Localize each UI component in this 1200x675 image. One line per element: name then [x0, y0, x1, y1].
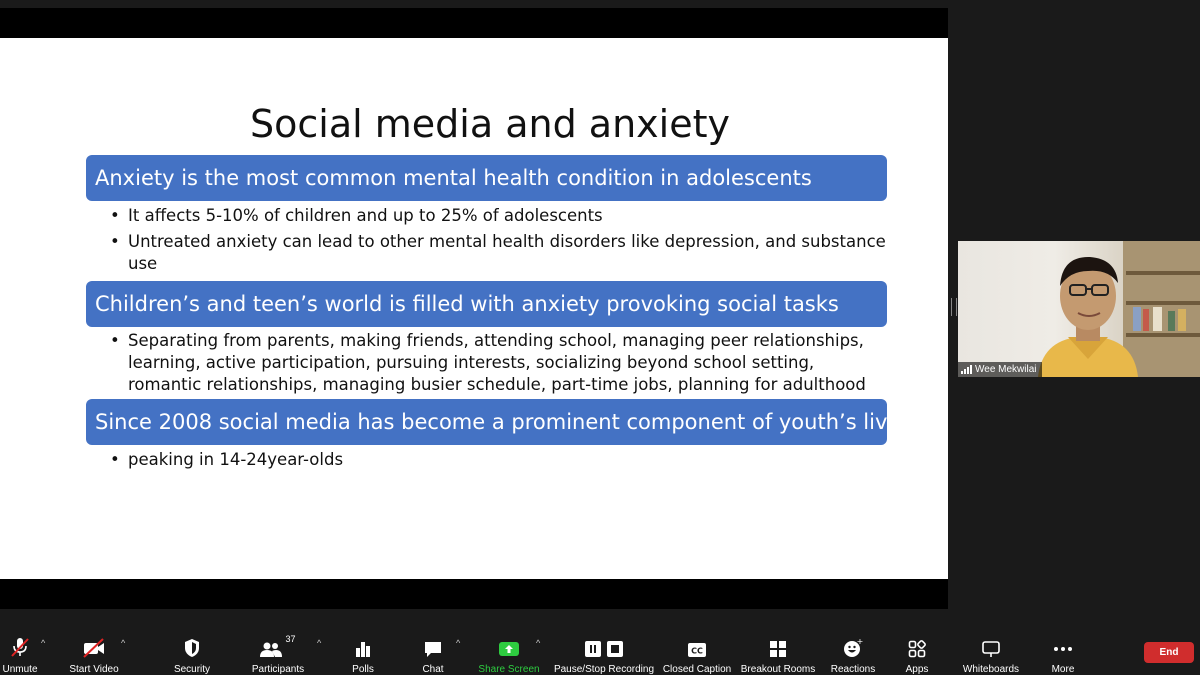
section-heading-3: Since 2008 social media has become a prominent component of youth’s lives [86, 399, 887, 445]
polls-button[interactable]: Polls [345, 623, 381, 675]
closed-caption-button[interactable]: CC Closed Caption [664, 623, 730, 675]
whiteboards-button[interactable]: Whiteboards [960, 623, 1022, 675]
muted-microphone-icon [9, 636, 31, 658]
security-button[interactable]: Security [170, 623, 214, 675]
chat-bubble-icon [423, 640, 443, 658]
participants-options-chevron[interactable]: ^ [317, 638, 322, 648]
presentation-slide [0, 38, 948, 579]
apps-button[interactable]: Apps [902, 623, 932, 675]
pause-icon [584, 640, 602, 658]
start-video-button[interactable]: Start Video [66, 623, 122, 675]
reactions-button[interactable]: + Reactions [830, 638, 876, 675]
section-bullets-1 [110, 205, 890, 279]
video-panel-resize-handle[interactable] [951, 298, 957, 316]
share-screen-button[interactable]: Share Screen [478, 623, 540, 675]
participant-video-feed [958, 241, 1200, 377]
share-screen-icon [498, 640, 520, 658]
stop-icon [606, 640, 624, 658]
bullet-item: • Untreated anxiety can lead to other mental health disorders like depression, and substance use [110, 231, 890, 275]
more-button[interactable]: More [1048, 623, 1078, 675]
meeting-toolbar [0, 623, 1200, 675]
bullet-item: • It affects 5-10% of children and up to 25% of adolescents [110, 205, 890, 227]
closed-caption-icon [687, 642, 707, 658]
video-off-icon [82, 638, 106, 658]
whiteboard-icon [981, 640, 1001, 658]
breakout-rooms-button[interactable]: Breakout Rooms [742, 623, 814, 675]
end-meeting-button[interactable]: End [1144, 642, 1194, 663]
signal-strength-icon [961, 365, 972, 374]
smiley-add-icon [843, 638, 863, 658]
polls-icon [354, 640, 372, 658]
section-heading-1: Anxiety is the most common mental health condition in adolescents [86, 155, 887, 201]
chat-options-chevron[interactable]: ^ [456, 638, 461, 648]
shared-screen-area [0, 8, 948, 609]
participants-button[interactable]: 37 Participants [251, 634, 305, 675]
audio-options-chevron[interactable]: ^ [41, 638, 46, 648]
breakout-rooms-icon [769, 640, 787, 658]
video-options-chevron[interactable]: ^ [121, 638, 126, 648]
svg-text:+: + [856, 638, 863, 646]
slide-title: Social media and anxiety [250, 102, 730, 146]
shield-icon [183, 638, 201, 658]
section-bullets-2 [110, 330, 890, 400]
section-heading-2: Children’s and teen’s world is filled with anxiety provoking social tasks [86, 281, 887, 327]
svg-text:CC: CC [691, 646, 703, 656]
participant-count: 37 [285, 634, 296, 644]
pause-stop-recording-button[interactable]: Pause/Stop Recording [553, 623, 655, 675]
bullet-item: • Separating from parents, making friends, attending school, managing peer relationships, learning, active participation, pursuing interests, socializing beyond school setting, romantic relationships, managing busier schedule, part-time jobs, planning for adulthood [110, 330, 890, 396]
bullet-item: • peaking in 14-24year-olds [110, 449, 890, 471]
participant-video-tile[interactable] [958, 241, 1200, 377]
participant-name: Wee Mekwilai [975, 364, 1037, 375]
chat-button[interactable]: Chat [416, 623, 450, 675]
share-options-chevron[interactable]: ^ [536, 638, 541, 648]
unmute-button[interactable]: Unmute [0, 623, 40, 675]
section-bullets-3 [110, 449, 890, 475]
participant-name-label [958, 362, 1042, 377]
apps-icon [908, 640, 926, 658]
participants-icon [260, 642, 282, 658]
more-dots-icon [1053, 640, 1073, 658]
